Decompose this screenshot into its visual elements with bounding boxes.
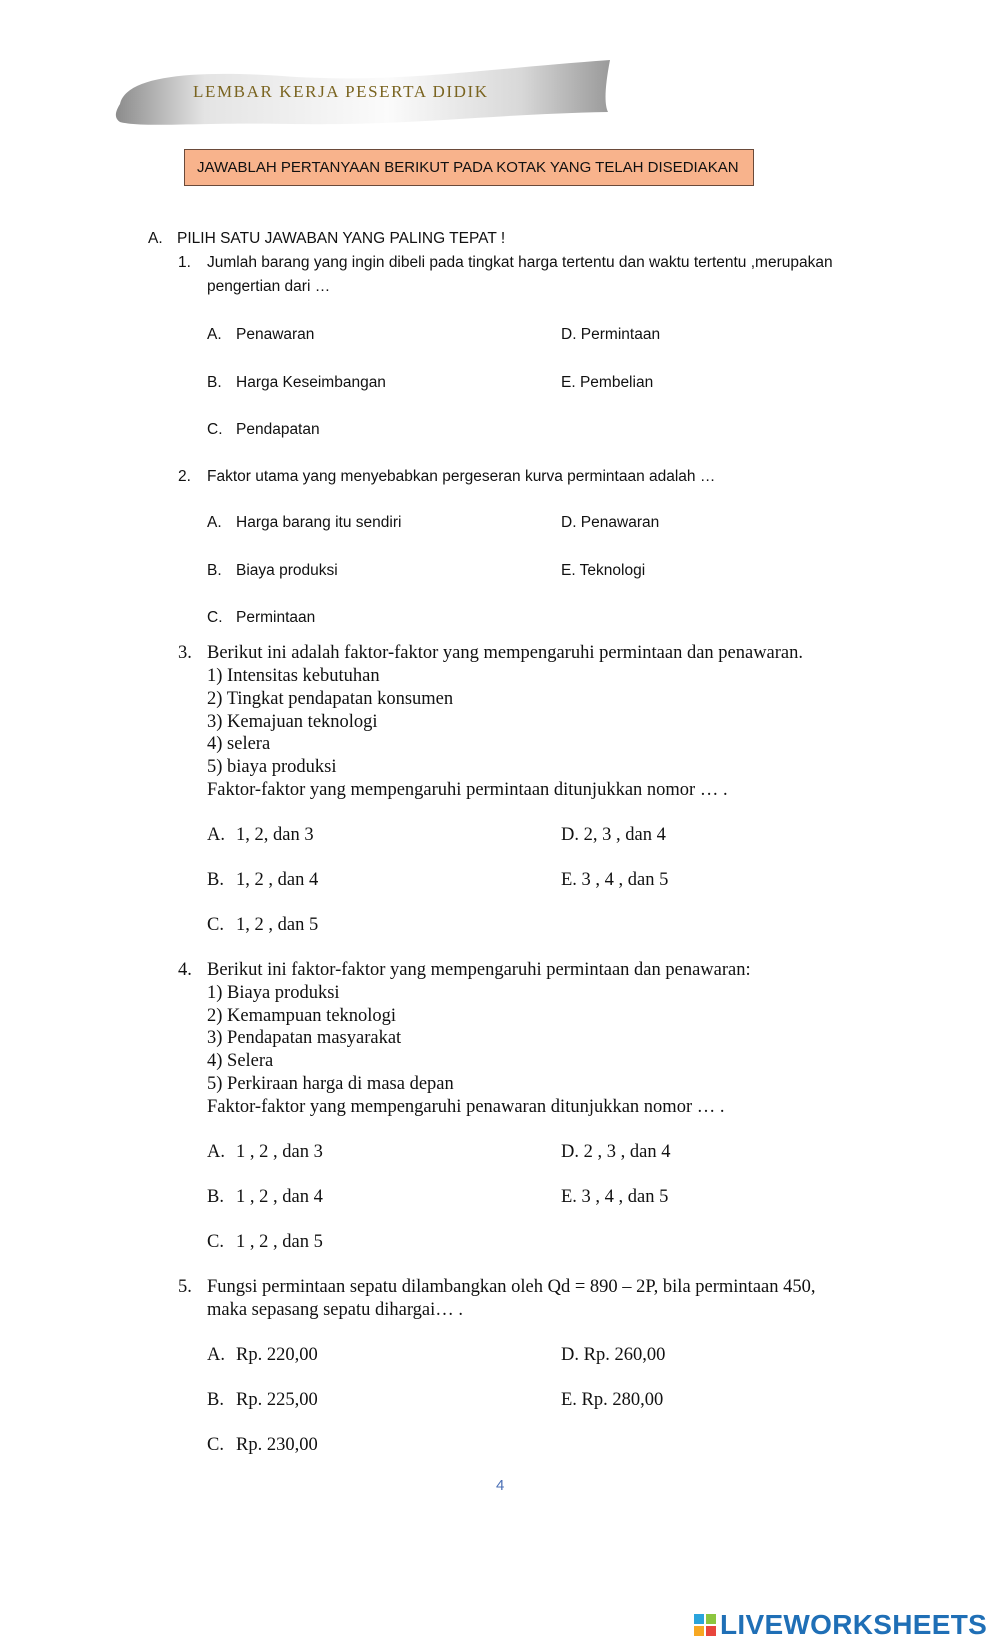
option-c[interactable]: 1 , 2 , dan 5 bbox=[236, 1232, 323, 1252]
question-text: pengertian dari … bbox=[207, 278, 331, 295]
option-c-letter: C. bbox=[207, 421, 223, 438]
banner-title: LEMBAR KERJA PESERTA DIDIK bbox=[193, 82, 489, 101]
option-e[interactable]: E. 3 , 4 , dan 5 bbox=[561, 870, 669, 890]
option-b[interactable]: Biaya produksi bbox=[236, 562, 338, 579]
list-item: 5) biaya produksi bbox=[207, 757, 337, 777]
option-c[interactable]: Rp. 230,00 bbox=[236, 1435, 318, 1455]
option-a[interactable]: Rp. 220,00 bbox=[236, 1345, 318, 1365]
list-item: 1) Intensitas kebutuhan bbox=[207, 666, 380, 686]
option-b[interactable]: 1, 2 , dan 4 bbox=[236, 870, 319, 890]
question-text: maka sepasang sepatu dihargai… . bbox=[207, 1300, 464, 1320]
liveworksheets-icon bbox=[694, 1614, 716, 1636]
list-item: 1) Biaya produksi bbox=[207, 983, 340, 1003]
option-e[interactable]: E. Pembelian bbox=[561, 374, 654, 391]
question-text: Fungsi permintaan sepatu dilambangkan oleh Qd = 890 – 2P, bila permintaan 450, bbox=[207, 1277, 816, 1297]
option-a[interactable]: Penawaran bbox=[236, 326, 315, 343]
option-c-letter: C. bbox=[207, 915, 224, 935]
option-d[interactable]: D. Penawaran bbox=[561, 514, 660, 531]
question-number: 5. bbox=[178, 1277, 192, 1297]
option-d[interactable]: D. Rp. 260,00 bbox=[561, 1345, 666, 1365]
list-item: 3) Pendapatan masyarakat bbox=[207, 1028, 402, 1048]
section-marker: A. bbox=[148, 230, 163, 247]
option-e[interactable]: E. Teknologi bbox=[561, 562, 646, 579]
question-number: 4. bbox=[178, 960, 192, 980]
option-b-letter: B. bbox=[207, 870, 224, 890]
option-a-letter: A. bbox=[207, 1142, 225, 1162]
option-a[interactable]: 1, 2, dan 3 bbox=[236, 825, 314, 845]
option-b-letter: B. bbox=[207, 374, 222, 391]
page-number: 4 bbox=[496, 1477, 505, 1494]
liveworksheets-wordmark: LIVEWORKSHEETS bbox=[720, 1609, 988, 1640]
option-a-letter: A. bbox=[207, 1345, 225, 1365]
question-text: Berikut ini adalah faktor-faktor yang mempengaruhi permintaan dan penawaran. bbox=[207, 643, 804, 663]
question-number: 3. bbox=[178, 643, 192, 663]
list-item: 2) Kemampuan teknologi bbox=[207, 1006, 397, 1026]
option-a-letter: A. bbox=[207, 514, 222, 531]
question-number: 1. bbox=[178, 254, 191, 271]
list-item: 2) Tingkat pendapatan konsumen bbox=[207, 689, 454, 709]
question-prompt: Faktor-faktor yang mempengaruhi penawaran ditunjukkan nomor … . bbox=[207, 1097, 725, 1117]
option-c[interactable]: 1, 2 , dan 5 bbox=[236, 915, 319, 935]
option-a[interactable]: 1 , 2 , dan 3 bbox=[236, 1142, 323, 1162]
option-c[interactable]: Pendapatan bbox=[236, 421, 320, 438]
option-c[interactable]: Permintaan bbox=[236, 609, 316, 626]
option-a-letter: A. bbox=[207, 326, 222, 343]
option-b-letter: B. bbox=[207, 1187, 224, 1207]
question-prompt: Faktor-faktor yang mempengaruhi permintaan ditunjukkan nomor … . bbox=[207, 780, 728, 800]
instruction-text: JAWABLAH PERTANYAAN BERIKUT PADA KOTAK YANG TELAH DISEDIAKAN bbox=[197, 159, 739, 176]
option-d[interactable]: D. 2, 3 , dan 4 bbox=[561, 825, 666, 845]
option-b-letter: B. bbox=[207, 1390, 224, 1410]
option-c-letter: C. bbox=[207, 1232, 224, 1252]
question-text: Berikut ini faktor-faktor yang mempengaruhi permintaan dan penawaran: bbox=[207, 960, 751, 980]
question-text: Jumlah barang yang ingin dibeli pada tingkat harga tertentu dan waktu tertentu ,merupakan bbox=[207, 254, 833, 271]
question-number: 2. bbox=[178, 468, 191, 485]
section-title: PILIH SATU JAWABAN YANG PALING TEPAT ! bbox=[177, 230, 506, 247]
question-text: Faktor utama yang menyebabkan pergeseran kurva permintaan adalah … bbox=[207, 468, 716, 485]
list-item: 5) Perkiraan harga di masa depan bbox=[207, 1074, 454, 1094]
option-d[interactable]: D. 2 , 3 , dan 4 bbox=[561, 1142, 671, 1162]
option-b-letter: B. bbox=[207, 562, 222, 579]
option-b[interactable]: Rp. 225,00 bbox=[236, 1390, 318, 1410]
option-a[interactable]: Harga barang itu sendiri bbox=[236, 514, 402, 531]
option-b[interactable]: Harga Keseimbangan bbox=[236, 374, 386, 391]
option-a-letter: A. bbox=[207, 825, 225, 845]
option-e[interactable]: E. 3 , 4 , dan 5 bbox=[561, 1187, 669, 1207]
list-item: 4) selera bbox=[207, 734, 271, 754]
instruction-box bbox=[184, 149, 754, 186]
list-item: 3) Kemajuan teknologi bbox=[207, 712, 378, 732]
list-item: 4) Selera bbox=[207, 1051, 274, 1071]
option-d[interactable]: D. Permintaan bbox=[561, 326, 661, 343]
option-b[interactable]: 1 , 2 , dan 4 bbox=[236, 1187, 323, 1207]
option-c-letter: C. bbox=[207, 1435, 224, 1455]
option-c-letter: C. bbox=[207, 609, 223, 626]
option-e[interactable]: E. Rp. 280,00 bbox=[561, 1390, 664, 1410]
